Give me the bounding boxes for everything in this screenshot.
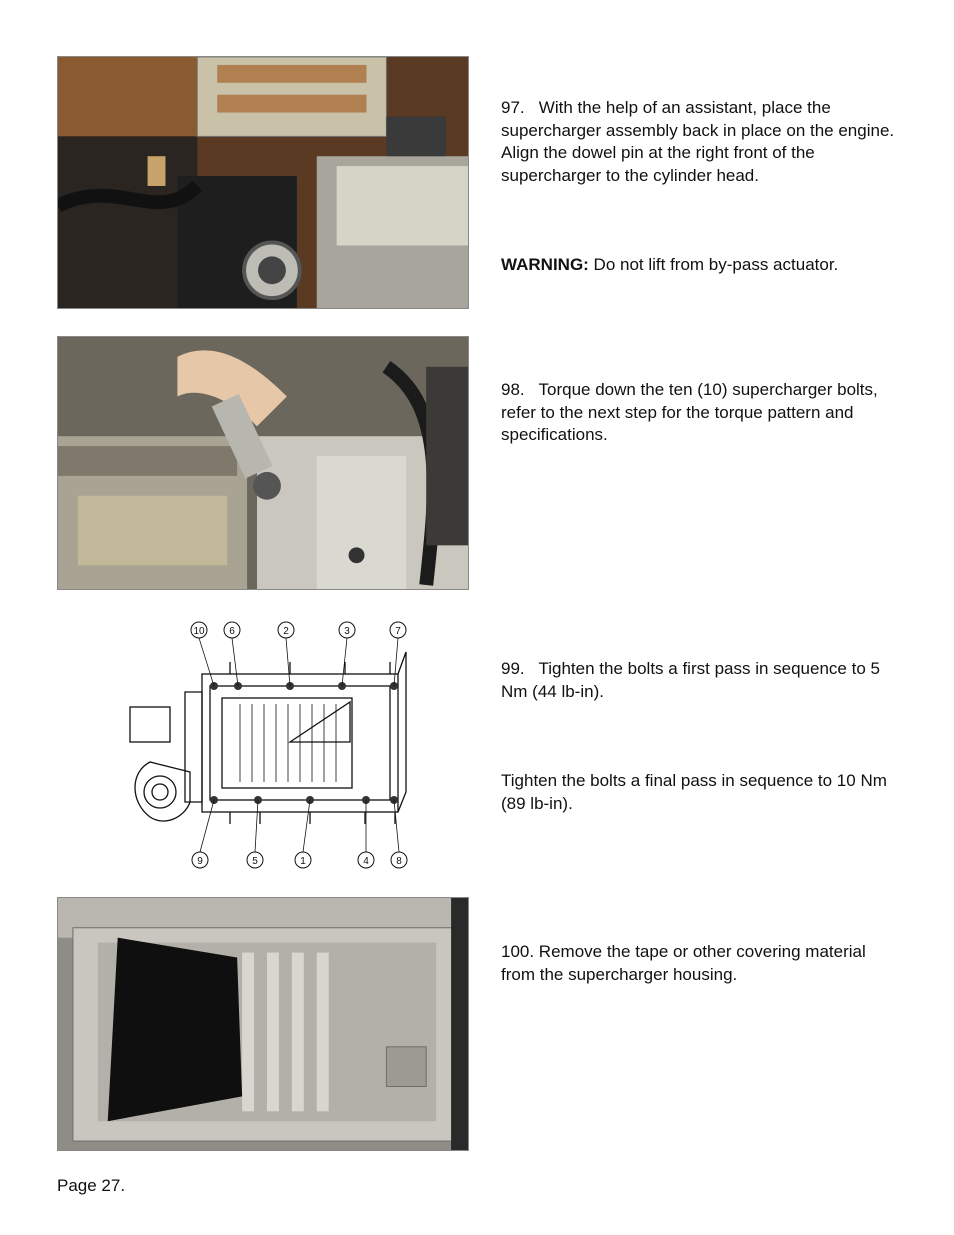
callout-label-4: 4	[363, 856, 369, 867]
callout-label-6: 6	[229, 626, 235, 637]
callout-label-3: 3	[344, 626, 350, 637]
callout-label-10: 10	[193, 626, 205, 637]
step-99-first-pass: 99. Tighten the bolts a first pass in sequence to 5 Nm (44 lb-in).	[501, 659, 885, 701]
step-99-final-pass: Tighten the bolts a final pass in sequence to 10 Nm (89 lb-in).	[501, 771, 892, 813]
step-98-text	[501, 334, 901, 469]
warning-label: WARNING:	[501, 255, 589, 274]
callout-label-5: 5	[252, 856, 258, 867]
step-100-text	[501, 896, 901, 1009]
step-97-warning	[501, 254, 901, 277]
callout-label-9: 9	[197, 856, 203, 867]
callout-label-8: 8	[396, 856, 402, 867]
photo-torque-bolts	[57, 336, 469, 590]
callout-label-2: 2	[283, 626, 289, 637]
step-97-instruction: 97. With the help of an assistant, place the supercharger assembly back in place on the engine. Align the dowel pin at the right front of the supercharger to the cylinder head.	[501, 98, 898, 185]
bolt-sequence-diagram	[110, 612, 420, 874]
step-100-instruction: 100. Remove the tape or other covering material from the supercharger housing.	[501, 942, 871, 984]
page-number: Page 27.	[57, 1176, 126, 1195]
photo-housing-tape	[57, 897, 469, 1151]
step-97-text	[501, 52, 901, 299]
step-99-text	[501, 613, 901, 838]
photo-supercharger-placement	[57, 56, 469, 309]
warning-text: Do not lift from by-pass actuator.	[588, 255, 839, 274]
callout-label-7: 7	[395, 626, 401, 637]
step-98-instruction: 98. Torque down the ten (10) supercharger bolts, refer to the next step for the torque pattern and specifications.	[501, 380, 883, 444]
callout-label-1: 1	[300, 856, 306, 867]
